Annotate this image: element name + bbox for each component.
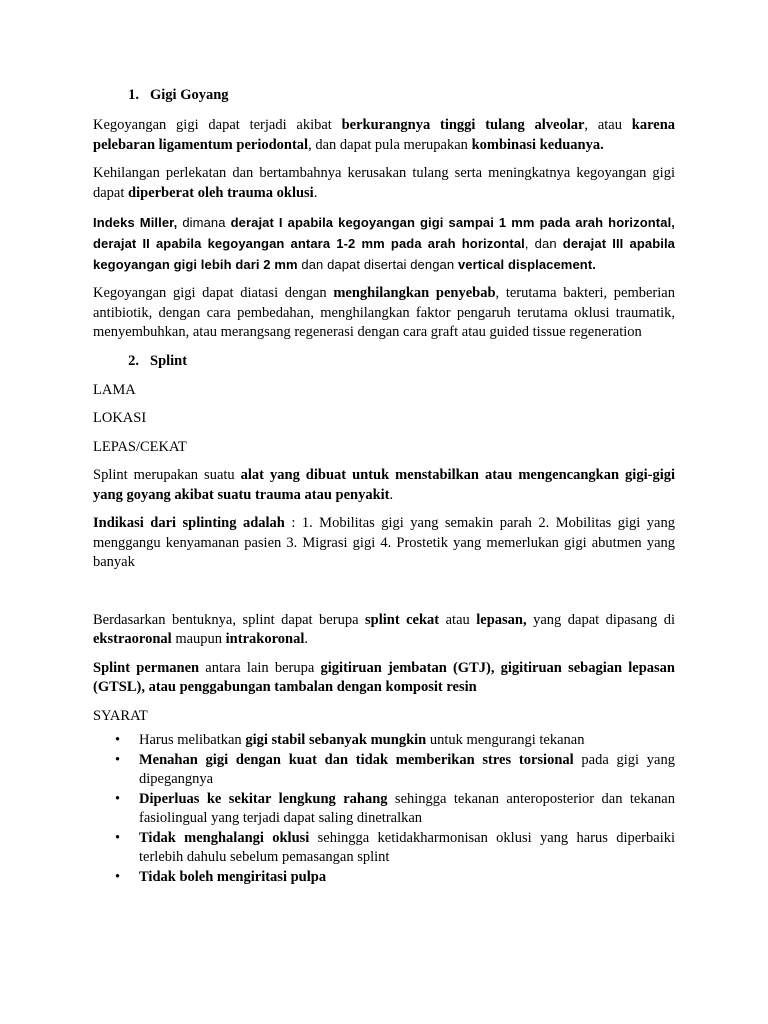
list-item — [93, 751, 675, 790]
text-run: , terutama bakteri, pemberian antibiotik, dengan cara pembedahan, menghilangkan faktor pengaruh terutama oklusi traumatik, menyembuhkan, atau merangsang regenerasi dengan cara graft atau guided tissue regeneration — [93, 285, 675, 340]
text-run: . — [304, 631, 308, 647]
document-page — [93, 86, 675, 887]
list-item — [93, 829, 675, 868]
text-run: Kegoyangan gigi dapat diatasi dengan — [93, 285, 334, 301]
text-run: Kegoyangan gigi dapat terjadi akibat — [93, 117, 342, 133]
section-1-paragraph-miller — [93, 212, 675, 275]
bold-run: vertical displacement. — [457, 257, 596, 272]
section-1-paragraph-4 — [93, 284, 675, 343]
section-1-heading — [93, 86, 675, 106]
bold-run: menghilangkan penyebab — [333, 285, 496, 301]
list-item — [93, 731, 675, 751]
text-run: sehingga tekanan anteroposterior dan tekanan fasiolingual yang terjadi dapat saling dinetralkan — [139, 790, 675, 826]
text-run: untuk mengurangi tekanan — [426, 732, 585, 748]
section-2-paragraph-1 — [93, 466, 675, 505]
text-run: sehingga ketidakharmonisan oklusi yang harus diperbaiki terlebih dahulu sebelum pemasangan splint — [139, 829, 675, 865]
text-run: : 1. Mobilitas gigi yang semakin parah 2. Mobilitas gigi yang menggangu kenyamanan pasien 3. Migrasi gigi 4. Prostetik yang memerlukan gigi abutmen yang banyak — [93, 515, 675, 570]
bullet-icon: • — [115, 790, 121, 807]
bold-run: ekstraoronal — [93, 631, 172, 647]
bold-run: alat yang dibuat untuk menstabilkan atau mengencangkan gigi-gigi yang goyang akibat suatu trauma atau penyakit — [93, 467, 676, 503]
text-run: yang dapat dipasang di — [526, 611, 675, 628]
bold-run: gigi stabil sebanyak mungkin — [245, 732, 427, 748]
section-2-heading — [93, 352, 675, 372]
list-item — [93, 790, 675, 829]
section-1-paragraph-2 — [93, 164, 675, 203]
text-run: Harus melibatkan — [139, 732, 246, 748]
bold-run: derajat I apabila kegoyangan gigi sampai 1 mm pada arah horizontal, derajat II apabila kegoyangan antara 1-2 mm pada arah horizontal — [93, 215, 675, 251]
bold-run: intrakoronal — [225, 631, 305, 647]
bold-run: Tidak boleh mengiritasi pulpa — [139, 868, 327, 885]
syarat-list — [93, 731, 675, 887]
bullet-icon: • — [115, 732, 121, 748]
text-run: Splint merupakan suatu — [93, 467, 241, 483]
text-run: , dan dapat pula merupakan — [308, 136, 472, 153]
section-1-number: 1. — [128, 87, 139, 103]
bold-run: derajat III apabila kegoyangan gigi lebih dari 2 mm — [93, 236, 675, 272]
text-run: maupun — [171, 631, 226, 647]
bold-run: gigitiruan jembatan (GTJ), gigitiruan sebagian lepasan (GTSL), atau penggabungan tambalan dengan komposit resin — [93, 659, 675, 695]
bullet-icon: • — [115, 829, 121, 846]
text-run: dan dapat disertai dengan — [297, 257, 458, 272]
section-2-paragraph-bentuk — [93, 611, 675, 650]
section-2-number: 2. — [128, 352, 139, 369]
line-lepas-cekat: LEPAS/CEKAT — [93, 438, 187, 455]
section-2-paragraph-indikasi — [93, 514, 675, 573]
section-2-title: Splint — [150, 352, 188, 369]
text-run: dimana — [177, 215, 231, 230]
text-run: antara lain berupa — [199, 659, 321, 676]
text-run: pada gigi yang dipegangnya — [139, 751, 675, 787]
syarat-title: SYARAT — [93, 707, 148, 724]
section-1-paragraph-1 — [93, 116, 675, 155]
bold-run: Tidak menghalangi oklusi — [139, 829, 310, 846]
bullet-icon: • — [115, 751, 121, 768]
text-run: Kehilangan perlekatan dan bertambahnya kerusakan tulang serta meningkatnya kegoyangan gigi dapat — [93, 165, 675, 201]
text-run: Berdasarkan bentuknya, splint dapat berupa — [93, 611, 365, 628]
bold-run: karena pelebaran ligamentum periodontal — [93, 117, 676, 153]
bold-run: diperberat oleh trauma oklusi — [128, 184, 314, 201]
bold-run: Indikasi dari splinting adalah — [93, 515, 285, 531]
text-run: , atau — [584, 117, 632, 133]
text-run: . — [313, 184, 318, 201]
line-lokasi: LOKASI — [93, 410, 147, 426]
bold-run: Splint permanen — [93, 659, 200, 676]
bold-run: lepasan, — [476, 611, 527, 628]
bold-run: Menahan gigi dengan kuat dan tidak memberikan stres torsional — [139, 751, 574, 768]
text-run: , dan — [524, 236, 563, 251]
text-run: atau — [439, 611, 477, 628]
list-item — [93, 868, 675, 888]
text-run: . — [389, 486, 394, 503]
bold-run: berkurangnya tinggi tulang alveolar — [341, 117, 585, 133]
section-1-title: Gigi Goyang — [150, 87, 229, 103]
bullet-icon: • — [115, 868, 121, 885]
bold-run: splint cekat — [364, 611, 440, 628]
bold-run: Indeks Miller, — [93, 215, 178, 230]
section-2-paragraph-permanen — [93, 659, 675, 698]
line-lama: LAMA — [93, 381, 136, 398]
bold-run: kombinasi keduanya. — [471, 136, 604, 153]
bold-run: Diperluas ke sekitar lengkung rahang — [139, 790, 388, 807]
